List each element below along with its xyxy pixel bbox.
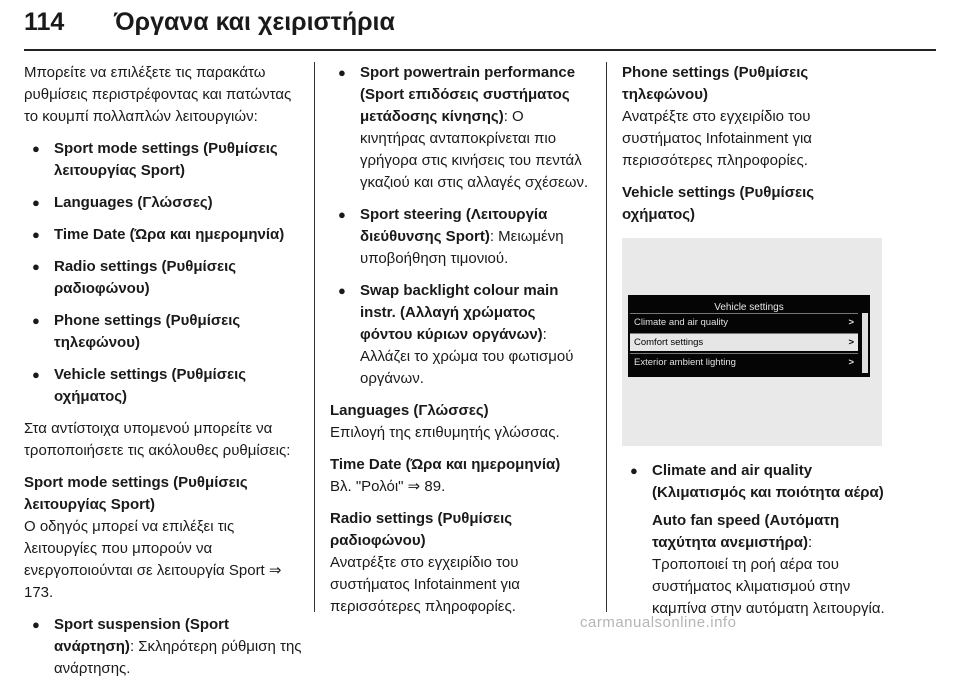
list-item: ● Time Date (Ώρα και ημερομηνία) <box>24 224 304 246</box>
body-text: Ο οδηγός μπορεί να επιλέξει τις λειτουργίες που μπορούν να ενεργοποιούνται σε λειτουργία Sport ⇒ 173. <box>24 518 282 601</box>
page-title: Όργανα και χειριστήρια <box>114 8 395 36</box>
section-heading: Vehicle settings (Ρυθμίσεις οχήματος) <box>622 184 815 223</box>
section-heading: Time Date (Ώρα και ημερομηνία) <box>330 456 561 473</box>
screen-menu-row[interactable]: Exterior ambient lighting > <box>630 353 858 371</box>
header-rule <box>24 49 936 51</box>
section-heading: Languages (Γλώσσες) <box>330 402 489 419</box>
chevron-right-icon: > <box>848 337 854 348</box>
page-number: 114 <box>24 8 65 36</box>
screen-title: Vehicle settings <box>714 302 784 313</box>
section-heading: Sport mode settings (Ρυθμίσεις λειτουργίας Sport) <box>24 474 248 513</box>
body-text: Επιλογή της επιθυμητής γλώσσας. <box>330 424 560 441</box>
list-item: ● Sport steering (Λειτουργία διεύθυνσης Sport): Μειωμένη υποβοήθηση τιμονιού. <box>330 204 592 270</box>
sub-item: Auto fan speed (Αυτόματη ταχύτητα ανεμιστήρα): Τροποποιεί τη ροή αέρα του συστήματος κλιματισμού στην καμπίνα στην αυτόματη λειτουργία. <box>652 512 885 617</box>
list-item: ● Climate and air quality (Κλιματισμός και ποιότητα αέρα) Auto fan speed (Αυτόματη ταχύτητα ανεμιστήρα): Τροποποιεί τη ροή αέρα του συστήματος κλιματισμού στην καμπίνα στην αυτόματη λειτουργία. <box>622 460 887 620</box>
column-1 <box>24 62 304 690</box>
column-3 <box>622 62 887 630</box>
list-item: ● Phone settings (Ρυθμίσεις τηλεφώνου) <box>24 310 304 354</box>
watermark: carmanualsonline.info <box>580 614 737 631</box>
column-2 <box>330 62 592 628</box>
vehicle-list <box>622 460 887 620</box>
sport-list <box>24 614 304 680</box>
column-divider <box>314 62 315 612</box>
vehicle-settings-screenshot <box>622 238 882 446</box>
intro-text: Μπορείτε να επιλέξετε τις παρακάτω ρυθμίσεις περιστρέφοντας και πατώντας το κουμπί πολλαπλών λειτουργιών: <box>24 64 292 125</box>
body-text: Βλ. "Ρολόι" ⇒ 89. <box>330 478 446 495</box>
list-item: ● Radio settings (Ρυθμίσεις ραδιοφώνου) <box>24 256 304 300</box>
infotainment-screen <box>628 295 870 377</box>
page-header <box>24 4 936 54</box>
list-item: ● Sport suspension (Sport ανάρτηση): Σκληρότερη ρύθμιση της ανάρτησης. <box>24 614 304 680</box>
section-heading: Radio settings (Ρυθμίσεις ραδιοφώνου) <box>330 510 513 549</box>
screen-scrollbar <box>862 313 868 373</box>
body-text: Ανατρέξτε στο εγχειρίδιο του συστήματος Infotainment για περισσότερες πληροφορίες. <box>622 108 812 169</box>
list-item: ● Languages (Γλώσσες) <box>24 192 304 214</box>
list-item: ● Swap backlight colour main instr. (Αλλαγή χρώματος φόντου κύριων οργάνων): Αλλάζει το χρώμα του φωτισμού οργάνων. <box>330 280 592 390</box>
body-text: Ανατρέξτε στο εγχειρίδιο του συστήματος Infotainment για περισσότερες πληροφορίες. <box>330 554 520 615</box>
body-text: Στα αντίστοιχα υπομενού μπορείτε να τροποποιήσετε τις ακόλουθες ρυθμίσεις: <box>24 420 291 459</box>
list-item: ● Sport powertrain performance (Sport επιδόσεις συστήματος μετάδοσης κίνησης): Ο κινητήρας ανταποκρίνεται πιο γρήγορα στις κινήσεις του πεντάλ γκαζιού και στις αλλαγές σχέσεων. <box>330 62 592 194</box>
chevron-right-icon: > <box>848 357 854 368</box>
list-item: ● Vehicle settings (Ρυθμίσεις οχήματος) <box>24 364 304 408</box>
column-divider <box>606 62 607 612</box>
menu-list <box>24 138 304 408</box>
list-item: ● Sport mode settings (Ρυθμίσεις λειτουργίας Sport) <box>24 138 304 182</box>
screen-menu-row[interactable]: Climate and air quality > <box>630 313 858 331</box>
section-heading: Phone settings (Ρυθμίσεις τηλεφώνου) <box>622 64 809 103</box>
chevron-right-icon: > <box>848 317 854 328</box>
sport-list <box>330 62 592 390</box>
screen-menu-row-selected[interactable]: Comfort settings > <box>630 333 858 351</box>
